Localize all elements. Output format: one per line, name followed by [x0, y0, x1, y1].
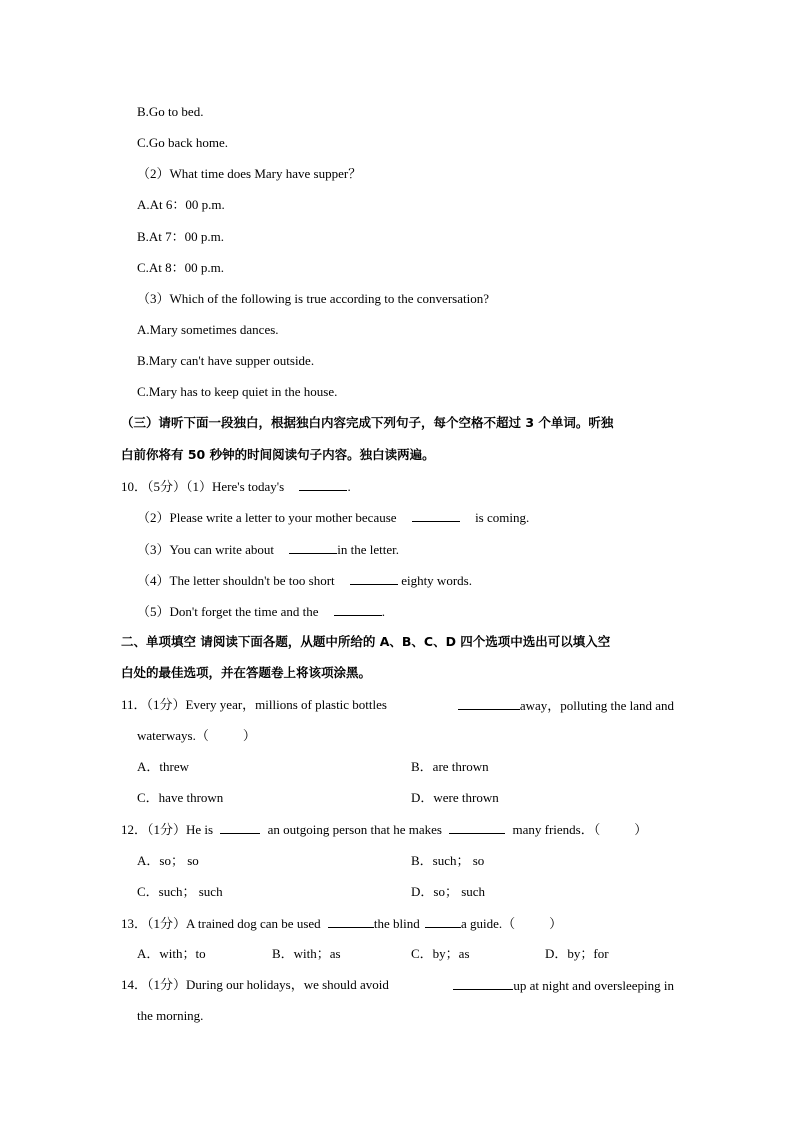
- option-b[interactable]: B．are thrown: [411, 759, 489, 774]
- option-line: B.Mary can't have supper outside.: [137, 353, 315, 368]
- question-14: [121, 977, 674, 994]
- option-line: B.At 7：00 p.m.: [137, 229, 225, 244]
- section-instructions: （三）请听下面一段独白，根据独白内容完成下列句子，每个空格不超过 3 个单词。听独: [121, 415, 614, 430]
- question-13: [121, 915, 562, 932]
- answer-blank[interactable]: [289, 541, 337, 554]
- answer-blank[interactable]: [453, 977, 513, 990]
- question-text: 10．（5分）（1）Here's today's: [121, 479, 285, 494]
- question-text: waterways.（: [137, 728, 209, 743]
- question-text: （3）You can write about: [137, 542, 274, 557]
- section-instructions: 二、单项填空 请阅读下面各题，从题中所给的 A、B、C、D 四个选项中选出可以填入空: [121, 634, 611, 649]
- question-text: （5）Don't forget the time and the: [137, 604, 319, 619]
- answer-blank[interactable]: [328, 915, 374, 928]
- option-line: C.Mary has to keep quiet in the house.: [137, 384, 338, 399]
- question-text: （4）The letter shouldn't be too short: [137, 573, 335, 588]
- answer-blank[interactable]: [458, 697, 520, 710]
- option-c[interactable]: C．have thrown: [137, 790, 224, 805]
- option-a[interactable]: A．with；to: [137, 946, 206, 961]
- section-instructions: 白处的最佳选项，并在答题卷上将该项涂黑。: [121, 665, 372, 680]
- option-c[interactable]: C．such； such: [137, 884, 223, 899]
- question-10: [121, 478, 351, 495]
- answer-blank[interactable]: [220, 821, 260, 834]
- option-c[interactable]: C．by；as: [411, 946, 470, 961]
- sub-question: [137, 541, 399, 558]
- option-a[interactable]: A．so； so: [137, 853, 199, 868]
- section-instructions: 白前你将有 50 秒钟的时间阅读句子内容。独白读两遍。: [121, 447, 435, 462]
- answer-blank[interactable]: [334, 603, 382, 616]
- question-text: a guide.（: [461, 916, 516, 931]
- option-line: A.At 6：00 p.m.: [137, 197, 225, 212]
- question-text: 11．（1分）Every year，millions of plastic bottles: [121, 697, 387, 712]
- sub-question: [137, 509, 529, 526]
- question-text: many friends．（: [512, 822, 601, 837]
- question-14-cont: the morning.: [137, 1008, 204, 1023]
- question-12: [121, 821, 647, 838]
- answer-blank[interactable]: [449, 821, 505, 834]
- question-text: .: [381, 604, 386, 619]
- question-text: ）: [634, 822, 648, 837]
- answer-blank[interactable]: [299, 478, 347, 491]
- option-line: A.Mary sometimes dances.: [137, 322, 279, 337]
- question-text: the blind: [373, 916, 420, 931]
- sub-question: [137, 572, 472, 589]
- sub-question: [137, 603, 385, 620]
- option-d[interactable]: D．by；for: [545, 946, 609, 961]
- question-text: up at night and oversleeping in: [513, 978, 674, 993]
- question-text: eighty words.: [401, 573, 472, 588]
- option-a[interactable]: A．threw: [137, 759, 189, 774]
- question-text: ）: [242, 728, 256, 743]
- question-text: is coming.: [475, 510, 530, 525]
- sub-question: （2）What time does Mary have supper？: [137, 166, 362, 181]
- question-text: 12．（1分）He is: [121, 822, 214, 837]
- question-text: .: [347, 479, 351, 494]
- question-text: ）: [549, 916, 563, 931]
- question-11: [121, 697, 674, 714]
- question-text: 13．（1分）A trained dog can be used: [121, 916, 321, 931]
- option-line: C.At 8：00 p.m.: [137, 260, 225, 275]
- option-d[interactable]: D．were thrown: [411, 790, 499, 805]
- sub-question: （3）Which of the following is true according to the conversation?: [137, 291, 489, 306]
- question-text: 14．（1分）During our holidays，we should avoid: [121, 977, 389, 992]
- option-line: C.Go back home.: [137, 135, 228, 150]
- question-text: in the letter.: [337, 542, 399, 557]
- answer-blank[interactable]: [425, 915, 461, 928]
- option-b[interactable]: B．such； so: [411, 853, 485, 868]
- option-line: B.Go to bed.: [137, 104, 204, 119]
- question-11-cont: [137, 728, 256, 744]
- option-d[interactable]: D．so； such: [411, 884, 486, 899]
- question-text: （2）Please write a letter to your mother because: [137, 510, 397, 525]
- option-b[interactable]: B．with；as: [272, 946, 341, 961]
- question-text: away，polluting the land and: [519, 698, 674, 713]
- question-text: an outgoing person that he makes: [267, 822, 442, 837]
- answer-blank[interactable]: [412, 509, 460, 522]
- answer-blank[interactable]: [350, 572, 398, 585]
